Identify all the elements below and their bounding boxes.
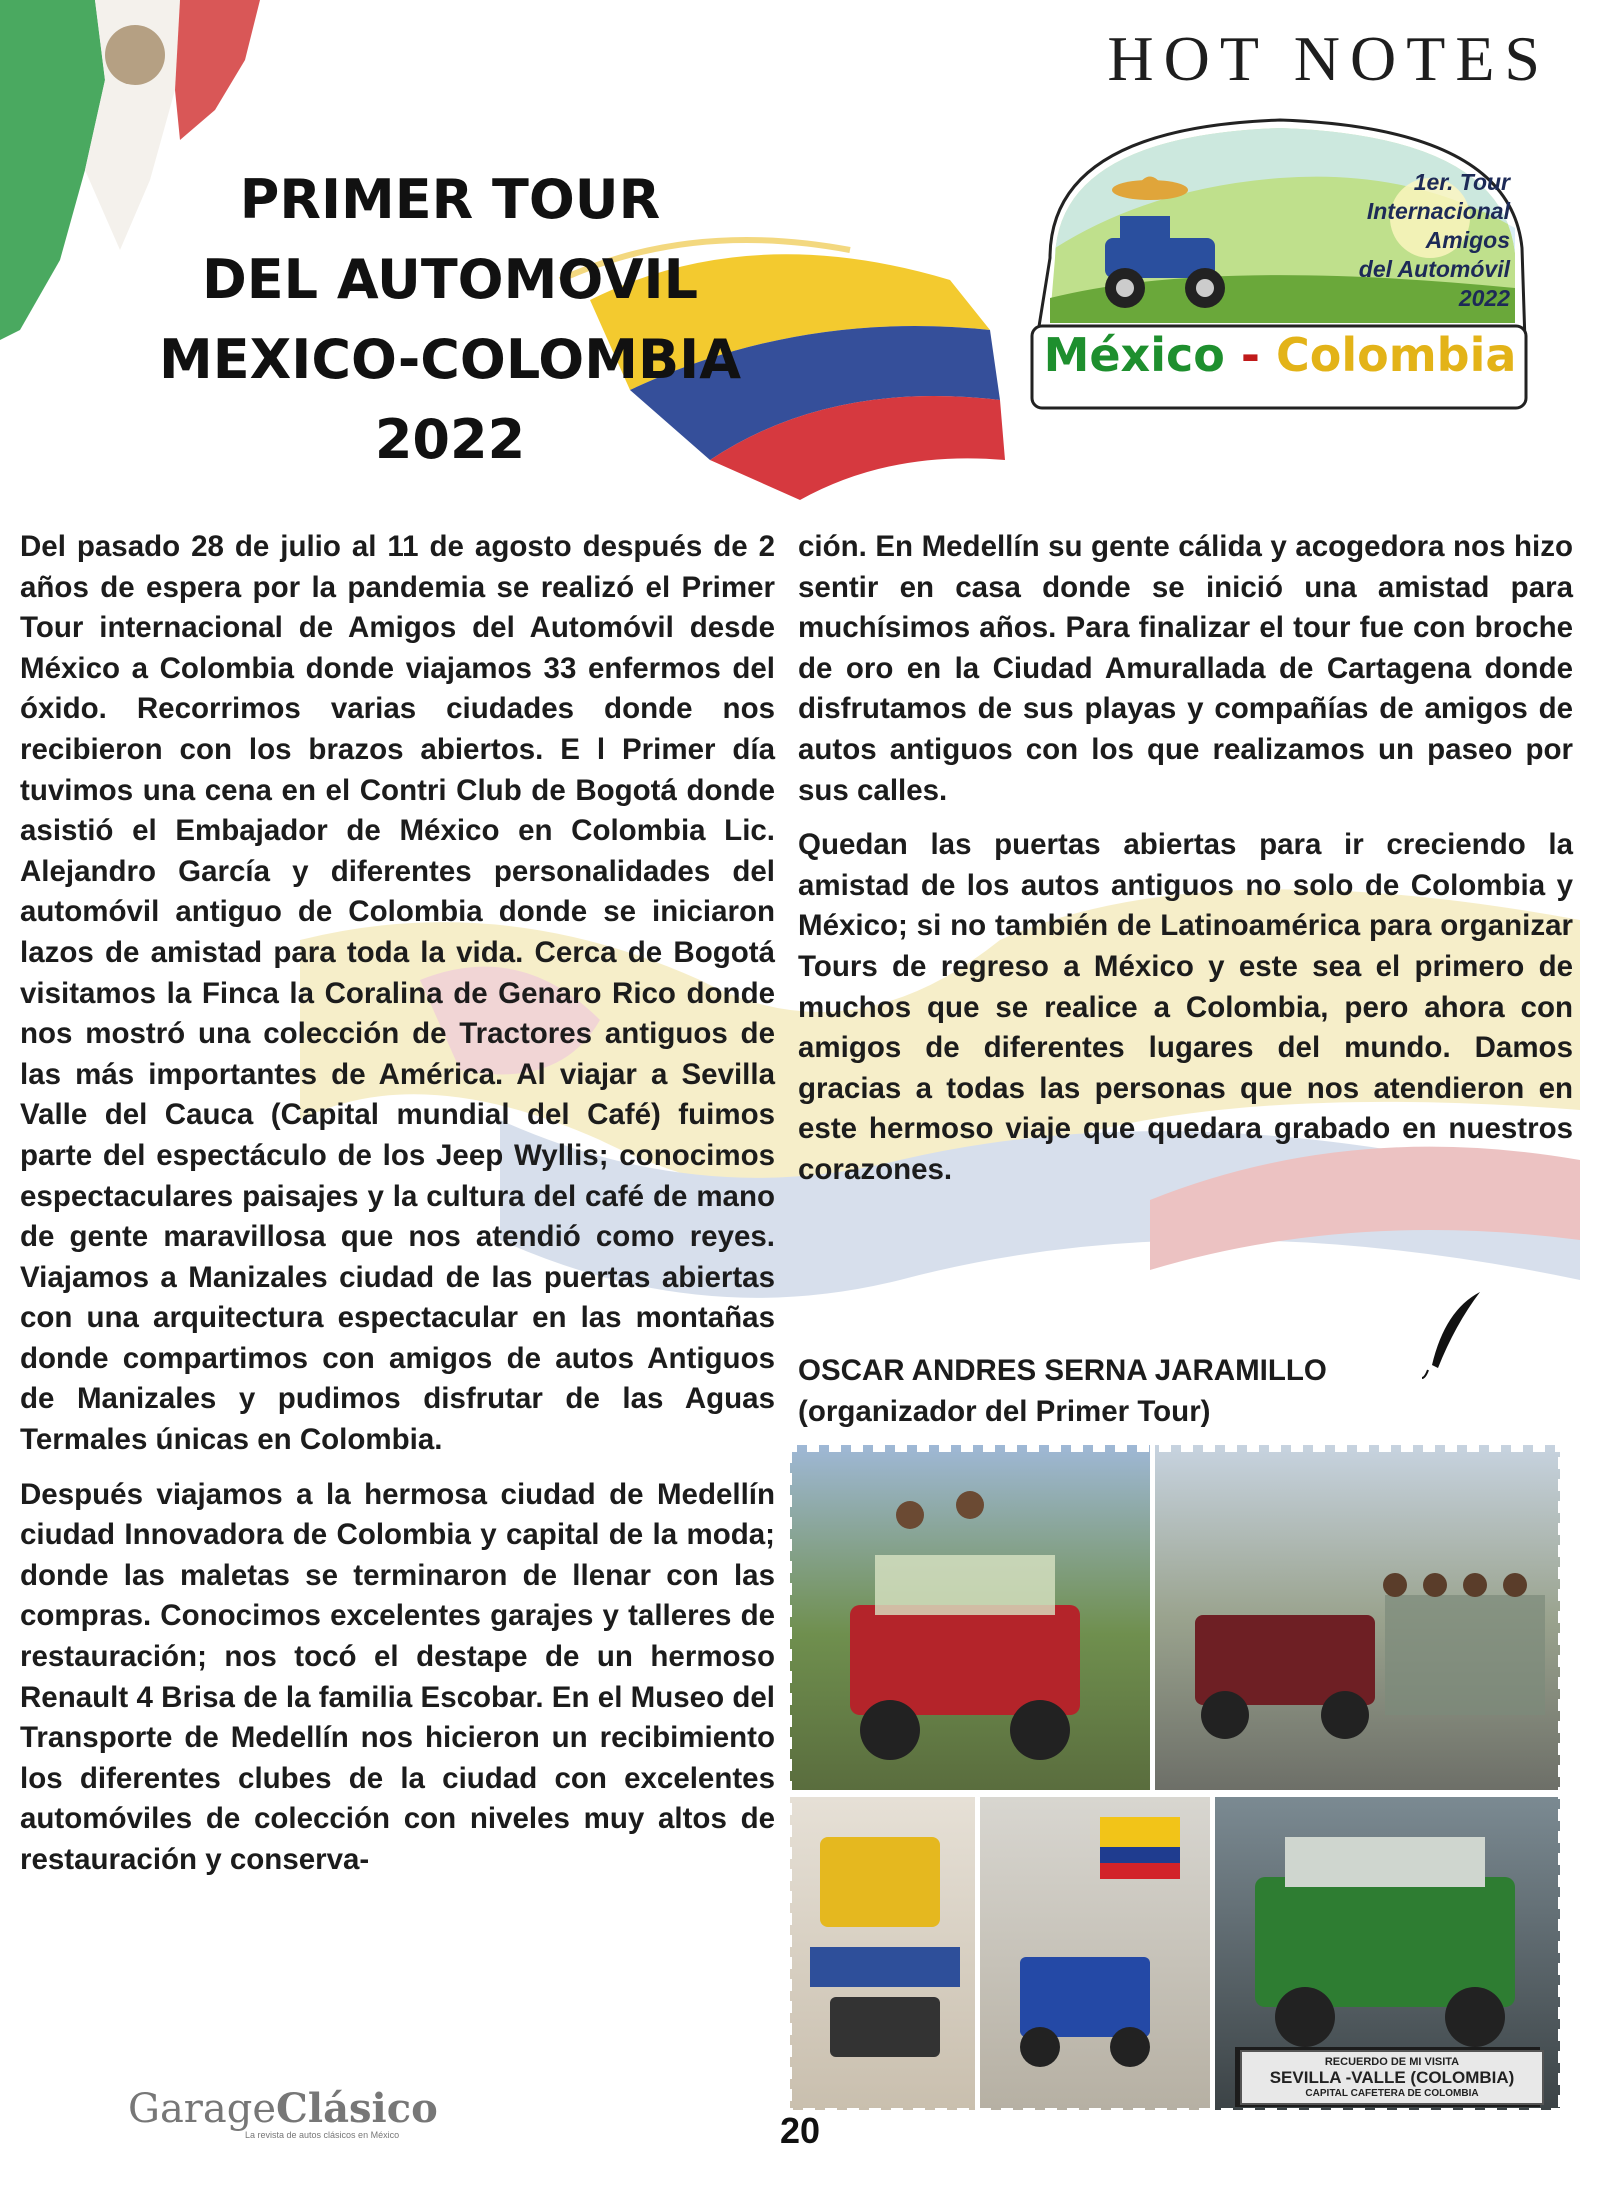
article-column-right	[798, 527, 1573, 1205]
logo-tagline: La revista de autos clásicos en México	[245, 2130, 400, 2140]
article-paragraph: Quedan las puertas abiertas para ir creciendo la amistad de los autos antiguos no solo de Colombia y México; si no también de Latinoamérica para organizar Tours de regreso a México y este sea el primero de muchos que se realice a Colombia, pero ahora con amigos de diferentes lugares del mundo. Damos gracias a todas las personas que nos atendieron en este hermoso viaje que quedara grabado en nuestros corazones.	[798, 828, 1573, 1186]
section-header: HOT NOTES	[1107, 23, 1550, 94]
plaque-line: SEVILLA -VALLE (COLOMBIA)	[1269, 2068, 1515, 2087]
photo-flag-toy-jeep	[980, 1797, 1210, 2110]
quill-icon	[1420, 1290, 1490, 1380]
souvenir-plaque	[1240, 2050, 1544, 2105]
photo-collage	[790, 1445, 1560, 2110]
magazine-logo	[128, 2085, 438, 2132]
title-line: DEL AUTOMOVIL	[201, 248, 699, 311]
author-signature	[798, 1350, 1438, 1432]
photo-jeep-plaza	[1155, 1445, 1560, 1790]
badge-line: 1er. Tour	[1413, 169, 1510, 195]
plaque-line: CAPITAL CAFETERA DE COLOMBIA	[1305, 2088, 1479, 2099]
title-line: 2022	[374, 408, 526, 471]
author-name: OSCAR ANDRES SERNA JARAMILLO	[798, 1354, 1327, 1387]
article-column-left	[20, 527, 775, 1895]
logo-part: Garage	[128, 2086, 277, 2132]
article-title	[140, 160, 760, 480]
badge-countries	[1030, 328, 1530, 382]
article-paragraph: Del pasado 28 de julio al 11 de agosto después de 2 años de espera por la pandemia se realizó el Primer Tour internacional de Amigos del Automóvil desde México a Colombia donde viajamos 33 enfermos del óxido. Recorrimos varias ciudades donde nos recibieron con los brazos abiertos. E l Primer día tuvimos una cena en el Contri Club de Bogotá donde asistió el Embajador de México en Colombia Lic. Alejandro García y diferentes personalidades del automóvil antiguo de Colombia donde se iniciaron lazos de amistad para toda la vida. Cerca de Bogotá visitamos la Finca la Coralina de Genaro Rico donde nos mostró una colección de Tractores antiguos de las más importantes de América. Al viajar a Sevilla Valle del Cauca (Capital mundial del Café) fuimos parte del espectáculo de los Jeep Wyllis; conocimos espectaculares paisajes y la cultura del café de mano de gente maravillosa que nos atendió como reyes. Viajamos a Manizales ciudad de las puertas abiertas con una arquitectura espectacular en las montañas donde compartimos con amigos de autos Antiguos de Manizales y pudimos disfrutar de las Aguas Termales únicas en Colombia.	[20, 530, 775, 1457]
badge-line: Internacional	[1366, 198, 1510, 224]
photo-jeep-mountains	[790, 1445, 1150, 1790]
article-paragraph: Después viajamos a la hermosa ciudad de Medellín ciudad Innovadora de Colombia y capital de la moda; donde las maletas se terminaron de llenar con las compras. Conocimos excelentes garajes y talleres de restauración; nos tocó el destape de un hermoso Renault 4 Brisa de la familia Escobar. En el Museo del Transporte de Medellín nos hicieron un recibimiento los diferentes clubes de la ciudad con excelentes automóviles de colección con niveles muy altos de restauración y conserva-	[20, 1477, 775, 1876]
badge-colombia: Colombia	[1276, 328, 1517, 382]
badge-line: Amigos	[1425, 227, 1510, 253]
plaque-line: RECUERDO DE MI VISITA	[1324, 2056, 1460, 2068]
badge-line: 2022	[1458, 285, 1510, 311]
tour-badge	[1010, 108, 1550, 418]
photo-coffee-souvenir	[790, 1797, 975, 2110]
logo-part: Clásico	[276, 2085, 438, 2132]
article-paragraph: ción. En Medellín su gente cálida y acogedora nos hizo sentir en casa donde se inició una amistad para muchísimos años. Para finalizar el tour fue con broche de oro en la Ciudad Amurallada de Cartagena donde disfrutamos de sus playas y compañías de amigos de autos antiguos con los que realizamos un paseo por sus calles.	[798, 530, 1573, 807]
page-number: 20	[779, 2110, 821, 2151]
badge-caption	[1280, 168, 1510, 313]
badge-line: del Automóvil	[1358, 256, 1510, 282]
title-line: PRIMER TOUR	[239, 168, 661, 231]
badge-dash: -	[1240, 328, 1260, 382]
badge-mexico: México	[1043, 328, 1225, 382]
author-role: (organizador del Primer Tour)	[798, 1395, 1211, 1428]
title-line: MEXICO-COLOMBIA	[158, 328, 741, 391]
